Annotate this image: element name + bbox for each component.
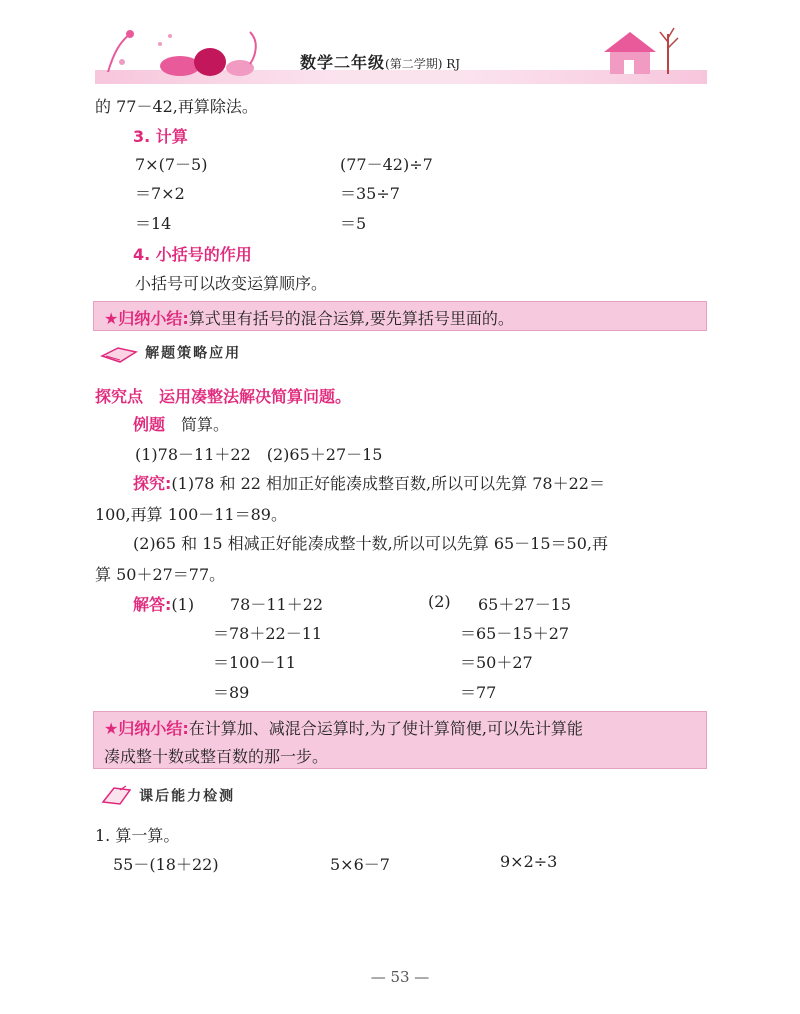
exercise-item-2: 5×6－7 (330, 855, 390, 874)
explore-point-label: 探究点 (95, 387, 144, 406)
calc-left-step-3: ＝14 (135, 214, 172, 233)
calc-right-step-1: (77－42)÷7 (340, 155, 433, 174)
notebook-icon (100, 784, 134, 808)
calc-right-step-3: ＝5 (340, 214, 367, 233)
inquiry-line-4: 算 50＋27＝77。 (95, 565, 226, 584)
example-text: 简算。 (181, 415, 230, 434)
inquiry-line-1 (133, 471, 605, 494)
answer-right-index: (2) (428, 592, 451, 611)
example-problems: (1)78－11＋22 (2)65＋27－15 (135, 445, 383, 464)
calc-heading: 3. 计算 (133, 127, 188, 146)
summary-1-line (104, 306, 514, 329)
flower-decoration-icon (100, 22, 280, 80)
header-subtitle: (第二学期) RJ (385, 57, 461, 71)
explore-point-text: 运用凑整法解决简算问题。 (159, 387, 352, 406)
summary-2-text-1: 在计算加、减混合运算时,为了使计算简便,可以先计算能 (188, 719, 583, 738)
calc-left-step-2: ＝7×2 (135, 184, 185, 203)
summary-1-label: ★归纳小结: (104, 309, 189, 328)
answer-right-step-1: 65＋27－15 (478, 595, 572, 614)
header-title-text: 数学二年级 (300, 53, 386, 72)
page-header-title (300, 50, 460, 73)
example-label: 例题 (133, 415, 166, 434)
inquiry-label: 探究: (133, 474, 172, 493)
inquiry-line-3: (2)65 和 15 相减正好能凑成整十数,所以可以先算 65－15＝50,再 (133, 534, 608, 553)
exercise-item-1: 55－(18＋22) (113, 855, 219, 874)
section-strategy-label: 解题策略应用 (145, 345, 242, 362)
book-icon (100, 342, 140, 364)
intro-line: 的 77－42,再算除法。 (95, 97, 258, 116)
section-test (100, 784, 235, 810)
calc-left-step-1: 7×(7－5) (135, 155, 208, 174)
house-decoration-icon (590, 20, 690, 80)
summary-2-label: ★归纳小结: (104, 719, 189, 738)
answer-right-step-4: ＝77 (460, 683, 497, 702)
parentheses-text: 小括号可以改变运算顺序。 (135, 274, 328, 293)
answer-line-1 (133, 592, 194, 615)
example-line (133, 412, 229, 435)
inquiry-line-2: 100,再算 100－11＝89。 (95, 505, 287, 524)
summary-2-line-1 (104, 716, 583, 739)
exercise-item-3: 9×2÷3 (500, 852, 558, 871)
answer-right-step-3: ＝50＋27 (460, 653, 533, 672)
parentheses-heading: 4. 小括号的作用 (133, 245, 252, 264)
page-number: — 53 — (370, 968, 430, 986)
summary-1-text: 算式里有括号的混合运算,要先算括号里面的。 (188, 309, 514, 328)
summary-box-2 (93, 711, 707, 769)
answer-left-index: (1) (171, 595, 195, 614)
summary-2-text-2: 凑成整十数或整百数的那一步。 (104, 747, 329, 766)
inquiry-text-1: (1)78 和 22 相加正好能凑成整百数,所以可以先算 78＋22＝ (171, 474, 605, 493)
answer-left-step-3: ＝100－11 (213, 653, 296, 672)
section-strategy (100, 342, 241, 368)
explore-point-line (95, 384, 351, 407)
answer-right-step-2: ＝65－15＋27 (460, 624, 570, 643)
answer-label: 解答: (133, 595, 172, 614)
calc-right-step-2: ＝35÷7 (340, 184, 400, 203)
answer-left-step-4: ＝89 (213, 683, 250, 702)
answer-left-step-1: 78－11＋22 (230, 595, 324, 614)
section-test-label: 课后能力检测 (139, 788, 236, 805)
answer-left-step-2: ＝78＋22－11 (213, 624, 323, 643)
summary-box-1 (93, 301, 707, 331)
exercise-heading: 1. 算一算。 (95, 826, 180, 845)
